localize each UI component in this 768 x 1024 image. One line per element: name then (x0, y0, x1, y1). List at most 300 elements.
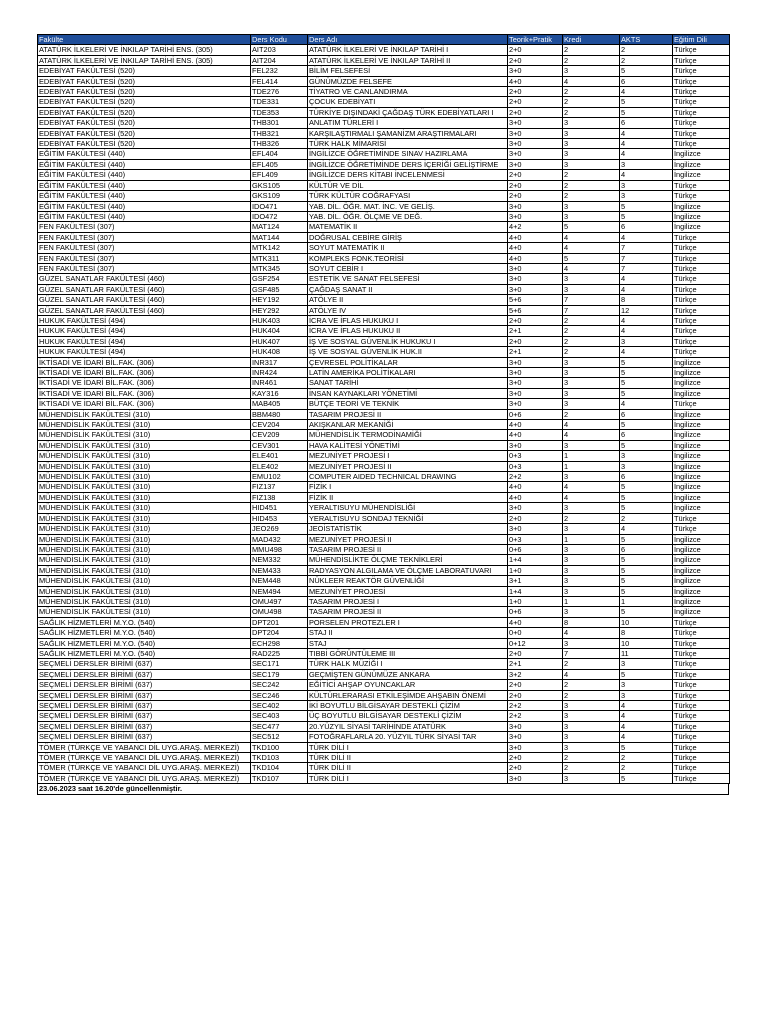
cell-credit: 3 (563, 378, 620, 388)
cell-course-name: AKIŞKANLAR MEKANİĞİ (308, 420, 508, 430)
cell-ects: 11 (620, 648, 673, 658)
cell-course-code: MTK345 (251, 263, 308, 273)
cell-course-name: EĞİTİCİ AHŞAP OYUNCAKLAR (308, 680, 508, 690)
cell-faculty: EĞİTİM FAKÜLTESİ (440) (38, 211, 251, 221)
cell-ects: 5 (620, 773, 673, 783)
cell-credit: 3 (563, 66, 620, 76)
cell-ects: 4 (620, 139, 673, 149)
table-row (38, 139, 730, 149)
cell-course-code: INR317 (251, 357, 308, 367)
cell-language: Türkçe (673, 274, 730, 284)
cell-faculty: MÜHENDİSLİK FAKÜLTESİ (310) (38, 440, 251, 450)
cell-course-name: İŞ VE SOSYAL GÜVENLİK HUK.II (308, 347, 508, 357)
cell-course-code: SEC179 (251, 669, 308, 679)
cell-language: Türkçe (673, 617, 730, 627)
cell-language: İngilizce (673, 409, 730, 419)
cell-ects: 10 (620, 638, 673, 648)
cell-faculty: ATATÜRK İLKELERİ VE İNKILAP TARİHİ ENS. (305) (38, 45, 251, 55)
cell-theory-practice: 3+0 (508, 159, 563, 169)
cell-course-name: TÜRK DİLİ II (308, 753, 508, 763)
cell-ects: 3 (620, 451, 673, 461)
table-row (38, 524, 730, 534)
table-row (38, 680, 730, 690)
cell-faculty: GÜZEL SANATLAR FAKÜLTESİ (460) (38, 274, 251, 284)
cell-course-code: MAD432 (251, 534, 308, 544)
cell-course-name: TÜRK DİLİ II (308, 763, 508, 773)
cell-ects: 3 (620, 336, 673, 346)
cell-credit: 3 (563, 742, 620, 752)
cell-course-code: AIT203 (251, 45, 308, 55)
cell-credit: 2 (563, 170, 620, 180)
cell-course-code: ELE402 (251, 461, 308, 471)
cell-course-name: BÜTÇE TEORİ VE TEKNİK (308, 399, 508, 409)
table-row (38, 638, 730, 648)
cell-course-code: SEC171 (251, 659, 308, 669)
cell-course-code: HUK408 (251, 347, 308, 357)
cell-faculty: TÖMER (TÜRKÇE VE YABANCI DİL UYG.ARAŞ. MERKEZİ) (38, 763, 251, 773)
cell-faculty: SAĞLIK HİZMETLERİ M.Y.O. (540) (38, 648, 251, 658)
cell-course-name: YAB. DİL. ÖĞR. MAT. İNC. VE GELİŞ. (308, 201, 508, 211)
cell-credit: 3 (563, 524, 620, 534)
cell-language: Türkçe (673, 753, 730, 763)
cell-course-code: HUK404 (251, 326, 308, 336)
cell-ects: 4 (620, 315, 673, 325)
cell-faculty: MÜHENDİSLİK FAKÜLTESİ (310) (38, 420, 251, 430)
cell-course-name: YAB. DİL. ÖĞR. ÖLÇME VE DEĞ. (308, 211, 508, 221)
table-row (38, 461, 730, 471)
cell-language: İngilizce (673, 368, 730, 378)
cell-theory-practice: 2+0 (508, 336, 563, 346)
cell-theory-practice: 4+0 (508, 492, 563, 502)
cell-language: İngilizce (673, 378, 730, 388)
table-row (38, 378, 730, 388)
cell-credit: 2 (563, 55, 620, 65)
cell-ects: 3 (620, 690, 673, 700)
cell-faculty: İKTİSADİ VE İDARİ BİL.FAK. (306) (38, 357, 251, 367)
cell-language: İngilizce (673, 607, 730, 617)
cell-language: Türkçe (673, 628, 730, 638)
cell-credit: 3 (563, 732, 620, 742)
cell-ects: 3 (620, 659, 673, 669)
cell-language: Türkçe (673, 284, 730, 294)
cell-theory-practice: 4+0 (508, 430, 563, 440)
cell-ects: 5 (620, 420, 673, 430)
cell-course-name: İNGİLİZCE ÖĞRETİMİNDE DERS İÇERİĞİ GELİŞTİRME (308, 159, 508, 169)
cell-credit: 2 (563, 191, 620, 201)
cell-course-name: 20.YÜZYIL SİYASİ TARİHİNDE ATATÜRK (308, 721, 508, 731)
cell-course-code: INR461 (251, 378, 308, 388)
cell-theory-practice: 1+4 (508, 555, 563, 565)
table-row (38, 357, 730, 367)
cell-language: Türkçe (673, 66, 730, 76)
cell-course-name: KOMPLEKS FONK.TEORİSİ (308, 253, 508, 263)
cell-course-name: COMPUTER AIDED TECHNICAL DRAWING (308, 472, 508, 482)
cell-ects: 4 (620, 128, 673, 138)
cell-ects: 5 (620, 97, 673, 107)
cell-course-code: OMU497 (251, 596, 308, 606)
cell-theory-practice: 3+0 (508, 399, 563, 409)
cell-course-name: FİZİK II (308, 492, 508, 502)
cell-course-code: NEM433 (251, 565, 308, 575)
cell-language: Türkçe (673, 305, 730, 315)
cell-ects: 3 (620, 180, 673, 190)
cell-faculty: FEN FAKÜLTESİ (307) (38, 263, 251, 273)
cell-course-code: TKD104 (251, 763, 308, 773)
cell-course-code: HEY192 (251, 295, 308, 305)
cell-faculty: EĞİTİM FAKÜLTESİ (440) (38, 180, 251, 190)
cell-course-name: MÜHENDİSLİKTE ÖLÇME TEKNİKLERİ (308, 555, 508, 565)
cell-course-code: OMU498 (251, 607, 308, 617)
cell-theory-practice: 1+4 (508, 586, 563, 596)
table-row (38, 284, 730, 294)
table-row (38, 669, 730, 679)
cell-language: İngilizce (673, 472, 730, 482)
cell-language: Türkçe (673, 191, 730, 201)
cell-language: İngilizce (673, 170, 730, 180)
cell-credit: 2 (563, 347, 620, 357)
cell-course-code: HUK407 (251, 336, 308, 346)
cell-language: Türkçe (673, 232, 730, 242)
cell-theory-practice: 3+0 (508, 139, 563, 149)
cell-ects: 2 (620, 55, 673, 65)
cell-credit: 2 (563, 315, 620, 325)
header-row (38, 35, 730, 45)
table-row (38, 409, 730, 419)
cell-ects: 5 (620, 107, 673, 117)
cell-theory-practice: 3+0 (508, 732, 563, 742)
table-row (38, 690, 730, 700)
cell-ects: 3 (620, 680, 673, 690)
cell-faculty: SEÇMELİ DERSLER BİRİMİ (637) (38, 690, 251, 700)
table-row (38, 180, 730, 190)
cell-theory-practice: 3+0 (508, 524, 563, 534)
cell-credit: 4 (563, 76, 620, 86)
cell-faculty: MÜHENDİSLİK FAKÜLTESİ (310) (38, 534, 251, 544)
cell-theory-practice: 1+0 (508, 596, 563, 606)
cell-theory-practice: 3+1 (508, 576, 563, 586)
cell-credit: 5 (563, 222, 620, 232)
cell-credit: 3 (563, 472, 620, 482)
cell-theory-practice: 0+12 (508, 638, 563, 648)
cell-language: İngilizce (673, 555, 730, 565)
table-row (38, 482, 730, 492)
cell-course-name: TASARIM PROJESİ II (308, 409, 508, 419)
cell-ects: 5 (620, 357, 673, 367)
cell-language: Türkçe (673, 253, 730, 263)
cell-faculty: EĞİTİM FAKÜLTESİ (440) (38, 149, 251, 159)
cell-course-code: KAY316 (251, 388, 308, 398)
cell-course-name: DOĞRUSAL CEBİRE GİRİŞ (308, 232, 508, 242)
cell-credit: 3 (563, 118, 620, 128)
cell-faculty: MÜHENDİSLİK FAKÜLTESİ (310) (38, 565, 251, 575)
cell-theory-practice: 2+1 (508, 347, 563, 357)
cell-language: Türkçe (673, 524, 730, 534)
cell-faculty: EDEBİYAT FAKÜLTESİ (520) (38, 139, 251, 149)
cell-language: Türkçe (673, 295, 730, 305)
cell-faculty: ATATÜRK İLKELERİ VE İNKILAP TARİHİ ENS. (305) (38, 55, 251, 65)
cell-course-name: ATATÜRK İLKELERİ VE İNKILAP TARİHİ II (308, 55, 508, 65)
column-header-credit: Kredi (563, 35, 620, 45)
cell-course-name: MATEMATİK II (308, 222, 508, 232)
cell-course-name: ATÖLYE II (308, 295, 508, 305)
cell-ects: 2 (620, 763, 673, 773)
cell-credit: 3 (563, 149, 620, 159)
cell-credit: 4 (563, 492, 620, 502)
cell-language: İngilizce (673, 451, 730, 461)
cell-theory-practice: 0+6 (508, 607, 563, 617)
cell-ects: 5 (620, 211, 673, 221)
cell-ects: 5 (620, 742, 673, 752)
cell-ects: 4 (620, 711, 673, 721)
table-row (38, 472, 730, 482)
cell-faculty: FEN FAKÜLTESİ (307) (38, 232, 251, 242)
cell-ects: 4 (620, 701, 673, 711)
table-row (38, 305, 730, 315)
cell-theory-practice: 3+2 (508, 669, 563, 679)
cell-language: Türkçe (673, 648, 730, 658)
cell-faculty: İKTİSADİ VE İDARİ BİL.FAK. (306) (38, 399, 251, 409)
cell-credit: 8 (563, 617, 620, 627)
cell-credit: 4 (563, 243, 620, 253)
cell-language: Türkçe (673, 669, 730, 679)
cell-theory-practice: 2+1 (508, 659, 563, 669)
cell-ects: 5 (620, 534, 673, 544)
table-row (38, 430, 730, 440)
cell-course-name: ÇEVRESEL POLİTİKALAR (308, 357, 508, 367)
cell-credit: 4 (563, 628, 620, 638)
table-header (38, 35, 730, 45)
cell-faculty: İKTİSADİ VE İDARİ BİL.FAK. (306) (38, 368, 251, 378)
table-row (38, 617, 730, 627)
cell-theory-practice: 2+1 (508, 326, 563, 336)
table-row (38, 596, 730, 606)
cell-credit: 3 (563, 773, 620, 783)
cell-course-name: TÜRKİYE DIŞINDAKİ ÇAĞDAŞ TÜRK EDEBİYATLARI I (308, 107, 508, 117)
cell-language: İngilizce (673, 222, 730, 232)
cell-course-code: AIT204 (251, 55, 308, 65)
cell-course-name: GÜNÜMÜZDE FELSEFE (308, 76, 508, 86)
cell-theory-practice: 3+0 (508, 128, 563, 138)
cell-ects: 5 (620, 482, 673, 492)
cell-course-name: FİZİK I (308, 482, 508, 492)
cell-faculty: EĞİTİM FAKÜLTESİ (440) (38, 201, 251, 211)
table-row (38, 326, 730, 336)
cell-course-name: FOTOĞRAFLARLA 20. YÜZYIL TÜRK SİYASİ TAR (308, 732, 508, 742)
cell-credit: 3 (563, 544, 620, 554)
cell-faculty: HUKUK FAKÜLTESİ (494) (38, 326, 251, 336)
table-row (38, 263, 730, 273)
cell-credit: 2 (563, 690, 620, 700)
cell-theory-practice: 0+3 (508, 461, 563, 471)
cell-course-name: TÜRK DİLİ I (308, 742, 508, 752)
cell-language: İngilizce (673, 576, 730, 586)
cell-theory-practice: 4+0 (508, 253, 563, 263)
cell-faculty: TÖMER (TÜRKÇE VE YABANCI DİL UYG.ARAŞ. MERKEZİ) (38, 753, 251, 763)
cell-credit: 2 (563, 763, 620, 773)
cell-ects: 4 (620, 399, 673, 409)
last-updated-note: 23.06.2023 saat 16.20'de güncellenmiştir. (37, 784, 729, 794)
cell-credit: 3 (563, 701, 620, 711)
cell-credit: 4 (563, 232, 620, 242)
cell-ects: 12 (620, 305, 673, 315)
cell-theory-practice: 3+0 (508, 721, 563, 731)
cell-course-code: RAD225 (251, 648, 308, 658)
table-row (38, 253, 730, 263)
cell-ects: 6 (620, 118, 673, 128)
cell-ects: 2 (620, 513, 673, 523)
cell-ects: 7 (620, 263, 673, 273)
cell-faculty: MÜHENDİSLİK FAKÜLTESİ (310) (38, 461, 251, 471)
cell-faculty: MÜHENDİSLİK FAKÜLTESİ (310) (38, 576, 251, 586)
cell-course-name: ÜÇ BOYUTLU BİLGİSAYAR DESTEKLİ ÇİZİM (308, 711, 508, 721)
table-row (38, 243, 730, 253)
cell-theory-practice: 2+0 (508, 763, 563, 773)
table-row (38, 149, 730, 159)
cell-course-name: ATÖLYE IV (308, 305, 508, 315)
cell-faculty: HUKUK FAKÜLTESİ (494) (38, 315, 251, 325)
cell-faculty: FEN FAKÜLTESİ (307) (38, 222, 251, 232)
cell-course-name: İKİ BOYUTLU BİLGİSAYAR DESTEKLİ ÇİZİM (308, 701, 508, 711)
cell-language: Türkçe (673, 180, 730, 190)
cell-credit: 2 (563, 680, 620, 690)
cell-course-code: BBM480 (251, 409, 308, 419)
cell-theory-practice: 5+6 (508, 295, 563, 305)
cell-faculty: EDEBİYAT FAKÜLTESİ (520) (38, 118, 251, 128)
cell-theory-practice: 3+0 (508, 357, 563, 367)
cell-faculty: EDEBİYAT FAKÜLTESİ (520) (38, 76, 251, 86)
cell-course-code: SEC403 (251, 711, 308, 721)
cell-faculty: SEÇMELİ DERSLER BİRİMİ (637) (38, 711, 251, 721)
cell-theory-practice: 3+0 (508, 368, 563, 378)
column-header-language: Eğitim Dili (673, 35, 730, 45)
cell-course-name: HAVA KALİTESİ YÖNETİMİ (308, 440, 508, 450)
cell-ects: 5 (620, 66, 673, 76)
cell-faculty: MÜHENDİSLİK FAKÜLTESİ (310) (38, 430, 251, 440)
cell-theory-practice: 4+0 (508, 482, 563, 492)
cell-faculty: SEÇMELİ DERSLER BİRİMİ (637) (38, 732, 251, 742)
cell-language: İngilizce (673, 430, 730, 440)
cell-ects: 3 (620, 191, 673, 201)
cell-theory-practice: 2+0 (508, 648, 563, 658)
cell-ects: 8 (620, 628, 673, 638)
cell-theory-practice: 4+0 (508, 420, 563, 430)
cell-ects: 4 (620, 284, 673, 294)
cell-faculty: FEN FAKÜLTESİ (307) (38, 243, 251, 253)
cell-course-name: SANAT TARİHİ (308, 378, 508, 388)
table-row (38, 732, 730, 742)
cell-faculty: GÜZEL SANATLAR FAKÜLTESİ (460) (38, 295, 251, 305)
cell-credit: 3 (563, 440, 620, 450)
cell-course-code: HID451 (251, 503, 308, 513)
cell-ects: 2 (620, 45, 673, 55)
cell-credit: 1 (563, 461, 620, 471)
cell-language: Türkçe (673, 97, 730, 107)
cell-course-code: MAT144 (251, 232, 308, 242)
cell-course-name: KÜLTÜRLERARASI ETKİLEŞİMDE AHŞABIN ÖNEMİ (308, 690, 508, 700)
cell-course-code: ELE401 (251, 451, 308, 461)
cell-language: Türkçe (673, 638, 730, 648)
cell-credit: 3 (563, 555, 620, 565)
cell-language: Türkçe (673, 347, 730, 357)
table-row (38, 492, 730, 502)
cell-ects: 4 (620, 732, 673, 742)
cell-theory-practice: 3+0 (508, 118, 563, 128)
cell-credit: 3 (563, 159, 620, 169)
cell-credit: 3 (563, 503, 620, 513)
cell-course-code: MAB405 (251, 399, 308, 409)
cell-course-code: SEC402 (251, 701, 308, 711)
cell-course-code: TKD103 (251, 753, 308, 763)
cell-theory-practice: 3+0 (508, 263, 563, 273)
column-header-theory-practice: Teorik+Pratik (508, 35, 563, 45)
cell-course-code: SEC246 (251, 690, 308, 700)
cell-theory-practice: 2+0 (508, 45, 563, 55)
table-row (38, 97, 730, 107)
cell-language: Türkçe (673, 326, 730, 336)
cell-credit: 2 (563, 513, 620, 523)
cell-theory-practice: 2+2 (508, 701, 563, 711)
cell-course-name: MEZUNİYET PROJESİ II (308, 461, 508, 471)
cell-credit: 2 (563, 336, 620, 346)
cell-ects: 6 (620, 430, 673, 440)
cell-course-code: TDE331 (251, 97, 308, 107)
cell-theory-practice: 2+2 (508, 711, 563, 721)
cell-credit: 2 (563, 753, 620, 763)
cell-language: Türkçe (673, 690, 730, 700)
cell-course-code: EFL409 (251, 170, 308, 180)
cell-language: Türkçe (673, 107, 730, 117)
table-row (38, 191, 730, 201)
cell-theory-practice: 2+0 (508, 191, 563, 201)
cell-language: İngilizce (673, 159, 730, 169)
table-row (38, 742, 730, 752)
cell-ects: 4 (620, 347, 673, 357)
cell-course-name: TIBBİ GÖRÜNTÜLEME III (308, 648, 508, 658)
cell-theory-practice: 4+0 (508, 617, 563, 627)
column-header-faculty: Fakülte (38, 35, 251, 45)
cell-ects: 5 (620, 378, 673, 388)
course-table (37, 34, 730, 784)
cell-course-name: ESTETİK VE SANAT FELSEFESİ (308, 274, 508, 284)
table-row (38, 534, 730, 544)
cell-course-name: KÜLTÜR VE DİL (308, 180, 508, 190)
table-row (38, 107, 730, 117)
cell-theory-practice: 3+0 (508, 201, 563, 211)
cell-language: İngilizce (673, 544, 730, 554)
cell-credit: 1 (563, 534, 620, 544)
cell-language: Türkçe (673, 139, 730, 149)
cell-course-name: ÇOCUK EDEBİYATI (308, 97, 508, 107)
cell-course-code: INR424 (251, 368, 308, 378)
cell-language: İngilizce (673, 211, 730, 221)
cell-course-code: DPT204 (251, 628, 308, 638)
cell-course-name: STAJ II (308, 628, 508, 638)
table-row (38, 170, 730, 180)
table-row (38, 420, 730, 430)
cell-theory-practice: 4+2 (508, 222, 563, 232)
table-row (38, 565, 730, 575)
cell-course-name: TÜRK KÜLTÜR COĞRAFYASI (308, 191, 508, 201)
table-row (38, 451, 730, 461)
cell-credit: 2 (563, 180, 620, 190)
cell-theory-practice: 2+0 (508, 87, 563, 97)
cell-course-name: BİLİM FELSEFESİ (308, 66, 508, 76)
cell-theory-practice: 0+6 (508, 544, 563, 554)
table-row (38, 711, 730, 721)
cell-course-name: NÜKLEER REAKTÖR GÜVENLİĞİ (308, 576, 508, 586)
cell-course-code: GKS105 (251, 180, 308, 190)
cell-credit: 1 (563, 451, 620, 461)
